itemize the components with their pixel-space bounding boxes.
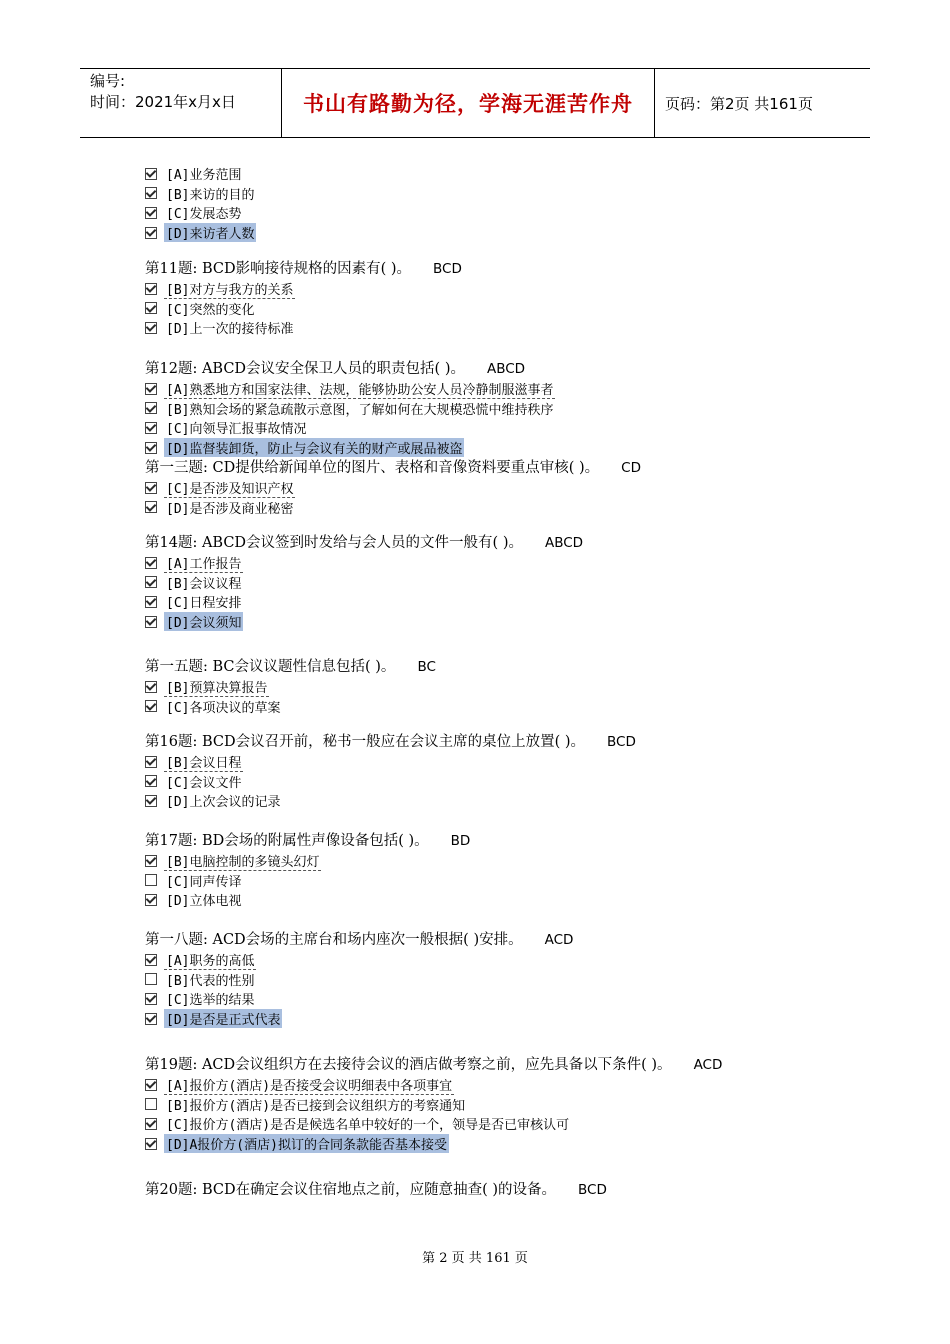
option-row[interactable] <box>145 553 583 573</box>
option-row[interactable] <box>145 677 436 697</box>
option-label: [B]代表的性别 <box>166 973 255 989</box>
option-label: [D]是否涉及商业秘密 <box>166 501 294 517</box>
question-text <box>145 533 583 553</box>
time-label: 时间：2021年x月x日 <box>90 93 236 111</box>
option-label: [A]业务范围 <box>166 168 242 184</box>
question-block <box>145 732 636 811</box>
question-stem: 第14题: ABCD会议签到时发给与会人员的文件一般有( )。 <box>145 535 523 551</box>
question-block <box>145 1180 607 1200</box>
question-stem: 第一三题: CD提供给新闻单位的图片、表格和音像资料要重点审核( )。 <box>145 460 600 476</box>
option-row[interactable] <box>145 379 555 399</box>
checked-checkbox[interactable] <box>145 283 157 295</box>
question-stem: 第17题: BD会场的附属性声像设备包括( )。 <box>145 833 429 849</box>
question-stem: 第12题: ABCD会议安全保卫人员的职责包括( )。 <box>145 361 465 377</box>
option-row[interactable] <box>145 223 256 243</box>
option-label: [B]来访的目的 <box>166 187 255 203</box>
option-row[interactable] <box>145 318 462 338</box>
checked-checkbox[interactable] <box>145 383 157 395</box>
question-text <box>145 831 470 851</box>
option-row[interactable] <box>145 612 583 632</box>
option-label: [D]是否是正式代表 <box>164 1009 282 1028</box>
option-label: [B]会议日程 <box>164 752 243 772</box>
answer-key: ABCD <box>486 361 526 377</box>
checked-checkbox[interactable] <box>145 402 157 414</box>
option-row[interactable] <box>145 592 583 612</box>
option-row[interactable] <box>145 399 555 419</box>
checkbox[interactable] <box>145 874 157 886</box>
option-row[interactable] <box>145 791 636 811</box>
checked-checkbox[interactable] <box>145 756 157 768</box>
checked-checkbox[interactable] <box>145 1079 157 1091</box>
option-row[interactable] <box>145 573 583 593</box>
checked-checkbox[interactable] <box>145 993 157 1005</box>
option-label: [C]报价方(酒店)是否是候选名单中较好的一个，领导是否已审核认可 <box>166 1118 570 1134</box>
option-label: [A]熟悉地方和国家法律、法规，能够协助公安人员冷静制服滋事者 <box>164 379 555 399</box>
question-block <box>145 831 470 910</box>
checked-checkbox[interactable] <box>145 302 157 314</box>
option-row[interactable] <box>145 1009 573 1029</box>
answer-key: ABCD <box>544 535 584 551</box>
checked-checkbox[interactable] <box>145 168 157 180</box>
option-label: [C]日程安排 <box>166 596 242 612</box>
checked-checkbox[interactable] <box>145 616 157 628</box>
option-label: [A]工作报告 <box>164 553 243 573</box>
code-label: 编号: <box>90 72 126 90</box>
option-label: [D]监督装卸货，防止与会议有关的财产或展品被盗 <box>164 438 464 457</box>
checkbox[interactable] <box>145 973 157 985</box>
option-label: [C]会议文件 <box>166 775 242 791</box>
option-label: [D]来访者人数 <box>164 223 256 242</box>
checked-checkbox[interactable] <box>145 795 157 807</box>
checked-checkbox[interactable] <box>145 501 157 513</box>
option-row[interactable] <box>145 950 573 970</box>
answer-key: BCD <box>607 734 636 750</box>
option-row[interactable] <box>145 1075 722 1095</box>
question-block <box>145 458 641 517</box>
option-row[interactable] <box>145 279 462 299</box>
checked-checkbox[interactable] <box>145 1013 157 1025</box>
option-row[interactable] <box>145 184 256 204</box>
checked-checkbox[interactable] <box>145 775 157 787</box>
option-row[interactable] <box>145 1114 722 1134</box>
question-stem: 第一八题: ACD会场的主席台和场内座次一般根据( )安排。 <box>145 932 523 948</box>
option-row[interactable] <box>145 697 436 717</box>
question-text <box>145 1055 722 1075</box>
checked-checkbox[interactable] <box>145 576 157 588</box>
question-block <box>145 359 555 457</box>
option-label: [B]熟知会场的紧急疏散示意图，了解如何在大规模恐慌中维持秩序 <box>166 402 554 418</box>
checkbox[interactable] <box>145 1098 157 1110</box>
checked-checkbox[interactable] <box>145 1138 157 1150</box>
option-label: [B]会议议程 <box>166 576 242 592</box>
option-label: [D]立体电视 <box>166 894 242 910</box>
answer-key: BCD <box>578 1182 607 1198</box>
option-row[interactable] <box>145 438 555 458</box>
option-row[interactable] <box>145 851 470 871</box>
checked-checkbox[interactable] <box>145 322 157 334</box>
answer-key: BCD <box>433 261 462 277</box>
question-text <box>145 359 555 379</box>
question-stem: 第11题: BCD影响接待规格的因素有( )。 <box>145 261 412 277</box>
option-label: [B]电脑控制的多镜头幻灯 <box>164 851 321 871</box>
option-label: [D]上一次的接待标准 <box>166 322 294 338</box>
checked-checkbox[interactable] <box>145 482 157 494</box>
page-footer: 第 2 页 共 161 页 <box>422 1251 528 1266</box>
option-label: [C]向领导汇报事故情况 <box>166 422 307 438</box>
option-row[interactable] <box>145 871 470 891</box>
answer-key: BD <box>450 833 471 849</box>
answer-key: ACD <box>544 932 574 948</box>
question-text <box>145 1180 607 1200</box>
option-label: [A]报价方(酒店)是否接受会议明细表中各项事宜 <box>164 1075 454 1095</box>
option-row[interactable] <box>145 299 462 319</box>
question-text <box>145 732 636 752</box>
checked-checkbox[interactable] <box>145 227 157 239</box>
option-label: [D]A报价方(酒店)拟订的合同条款能否基本接受 <box>164 1134 449 1153</box>
question-block <box>145 1055 722 1153</box>
option-row[interactable] <box>145 418 555 438</box>
option-label: [C]同声传译 <box>166 874 242 890</box>
question-stem: 第16题: BCD会议召开前，秘书一般应在会议主席的桌位上放置( )。 <box>145 734 586 750</box>
question-block <box>145 164 256 242</box>
option-row[interactable] <box>145 772 636 792</box>
checked-checkbox[interactable] <box>145 422 157 434</box>
checked-checkbox[interactable] <box>145 855 157 867</box>
option-label: [C]突然的变化 <box>166 302 255 318</box>
answer-key: CD <box>621 460 641 476</box>
question-stem: 第19题: ACD会议组织方在去接待会议的酒店做考察之前，应先具备以下条件( )。 <box>145 1057 672 1073</box>
checked-checkbox[interactable] <box>145 596 157 608</box>
option-row[interactable] <box>145 164 256 184</box>
option-row[interactable] <box>145 1095 722 1115</box>
question-block <box>145 259 462 338</box>
answer-key: ACD <box>693 1057 723 1073</box>
option-row[interactable] <box>145 989 573 1009</box>
option-label: [C]各项决议的草案 <box>166 700 281 716</box>
checked-checkbox[interactable] <box>145 557 157 569</box>
checked-checkbox[interactable] <box>145 894 157 906</box>
question-stem: 第20题: BCD在确定会议住宿地点之前，应随意抽查( )的设备。 <box>145 1182 557 1198</box>
checked-checkbox[interactable] <box>145 700 157 712</box>
page-label: 页码：第2页 共161页 <box>665 94 813 113</box>
option-label: [D]会议须知 <box>164 612 243 631</box>
checked-checkbox[interactable] <box>145 442 157 454</box>
option-label: [B]报价方(酒店)是否已接到会议组织方的考察通知 <box>166 1098 466 1114</box>
option-label: [C]是否涉及知识产权 <box>164 478 295 498</box>
option-row[interactable] <box>145 478 641 498</box>
question-text <box>145 259 462 279</box>
option-row[interactable] <box>145 752 636 772</box>
checked-checkbox[interactable] <box>145 1118 157 1130</box>
question-block <box>145 930 573 1028</box>
option-row[interactable] <box>145 970 573 990</box>
question-block <box>145 657 436 716</box>
checked-checkbox[interactable] <box>145 954 157 966</box>
question-text <box>145 657 436 677</box>
option-row[interactable] <box>145 890 470 910</box>
checked-checkbox[interactable] <box>145 187 157 199</box>
option-label: [B]对方与我方的关系 <box>164 279 295 299</box>
motto-text: 书山有路勤为径，学海无涯苦作舟 <box>303 92 633 116</box>
option-row[interactable] <box>145 1134 722 1154</box>
header-meta <box>80 69 282 137</box>
question-text <box>145 458 641 478</box>
header-motto <box>282 69 655 137</box>
checked-checkbox[interactable] <box>145 207 157 219</box>
checked-checkbox[interactable] <box>145 681 157 693</box>
question-stem: 第一五题: BC会议议题性信息包括( )。 <box>145 659 396 675</box>
answer-key: BC <box>417 659 436 675</box>
option-label: [B]预算决算报告 <box>164 677 269 697</box>
header-page <box>655 69 870 137</box>
option-row[interactable] <box>145 498 641 518</box>
option-row[interactable] <box>145 203 256 223</box>
option-label: [C]发展态势 <box>166 207 242 223</box>
page-header <box>80 68 870 138</box>
option-label: [C]选举的结果 <box>166 993 255 1009</box>
question-block <box>145 533 583 631</box>
option-label: [D]上次会议的记录 <box>166 795 281 811</box>
question-text <box>145 930 573 950</box>
option-label: [A]职务的高低 <box>164 950 256 970</box>
